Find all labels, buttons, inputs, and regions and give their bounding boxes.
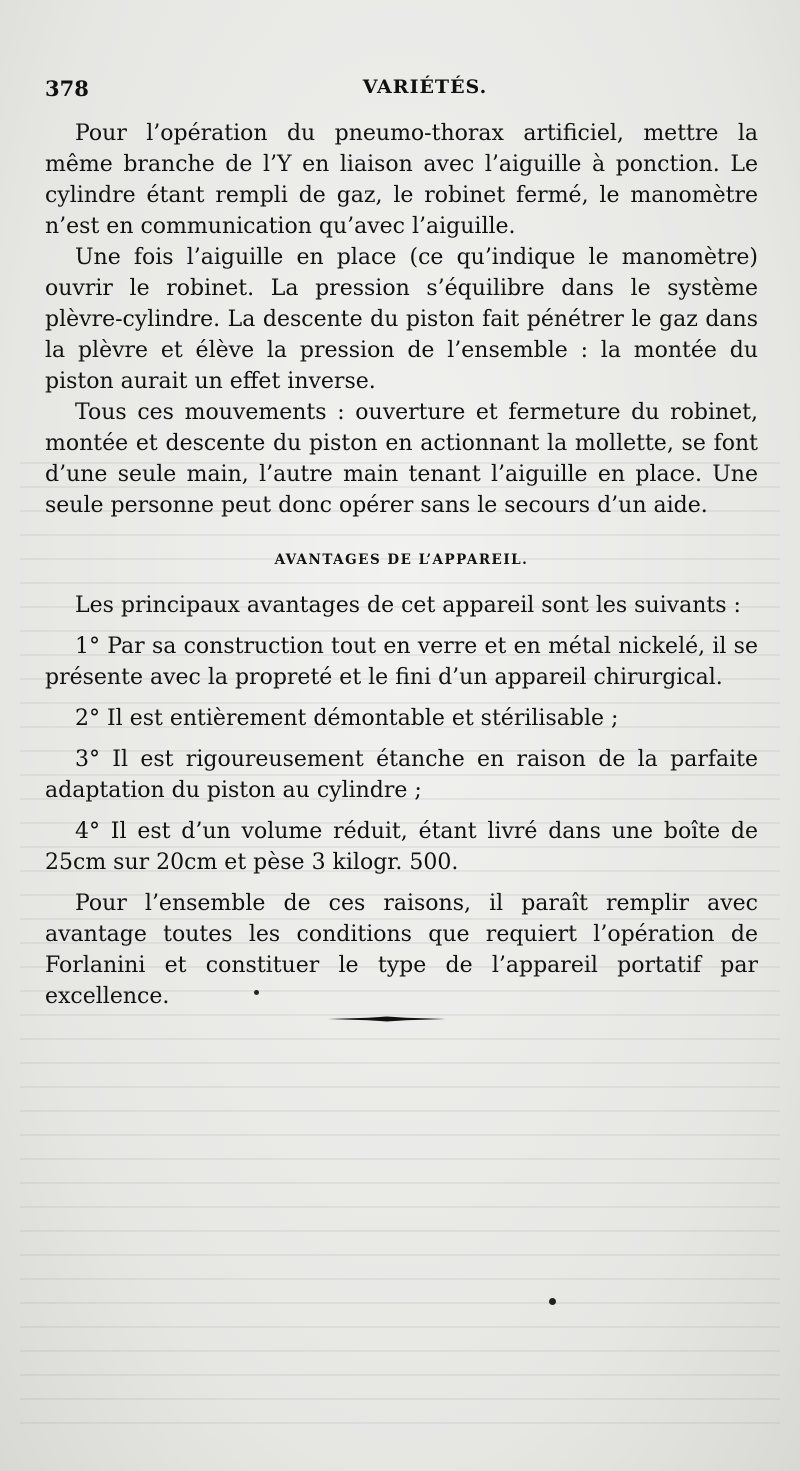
list-item: 2° Il est entièrement démontable et stérilisable ;: [75, 706, 619, 731]
page-number: 378: [45, 76, 89, 101]
tapered-rule-icon: [328, 1016, 446, 1022]
section-title: AVANTAGES DE L’APPAREIL.: [274, 552, 529, 568]
ink-speck: [254, 990, 259, 995]
section-intro: Les principaux avantages de cet appareil sont les suivants :: [75, 593, 741, 618]
paragraph-pneumothorax: Pour l’opération du pneumo-thorax artificiel, mettre la même branche de l’Y en liaison avec l’aiguille à ponction. Le cylindre étant rempli de gaz, le robinet fermé, le manomètre n’est en communication qu’avec l’aiguille.: [45, 121, 758, 239]
list-item: 4° Il est d’un volume réduit, étant livré dans une boîte de 25cm sur 20cm et pèse 3 kilogr. 500.: [45, 819, 758, 875]
ink-speck: [549, 1298, 556, 1305]
paragraph-movements: Tous ces mouvements : ouverture et fermeture du robinet, montée et descente du piston en actionnant la mollette, se font d’une seule main, l’autre main tenant l’aiguille en place. Une seule personne peut donc opérer sans le secours d’un aide.: [45, 400, 758, 518]
list-item: 3° Il est rigoureusement étanche en raison de la parfaite adaptation du piston au cylindre ;: [45, 747, 758, 803]
paragraph-conclusion: Pour l’ensemble de ces raisons, il paraît remplir avec avantage toutes les conditions que requiert l’opération de Forlanini et constituer le type de l’appareil portatif par excellence.: [45, 891, 758, 1009]
page-header: [45, 76, 760, 106]
running-head: VARIÉTÉS.: [362, 76, 488, 98]
page-body: [45, 118, 758, 1012]
paragraph-needle: Une fois l’aiguille en place (ce qu’indique le manomètre) ouvrir le robinet. La pression s’équilibre dans le système plèvre-cylindre. La descente du piston fait pénétrer le gaz dans la plèvre et élève la pression de l’ensemble : la montée du piston aurait un effet inverse.: [45, 245, 758, 394]
end-ornament-rule: [328, 1016, 446, 1020]
list-item: 1° Par sa construction tout en verre et en métal nickelé, il se présente avec la propreté et le fini d’un appareil chirurgical.: [45, 634, 758, 690]
